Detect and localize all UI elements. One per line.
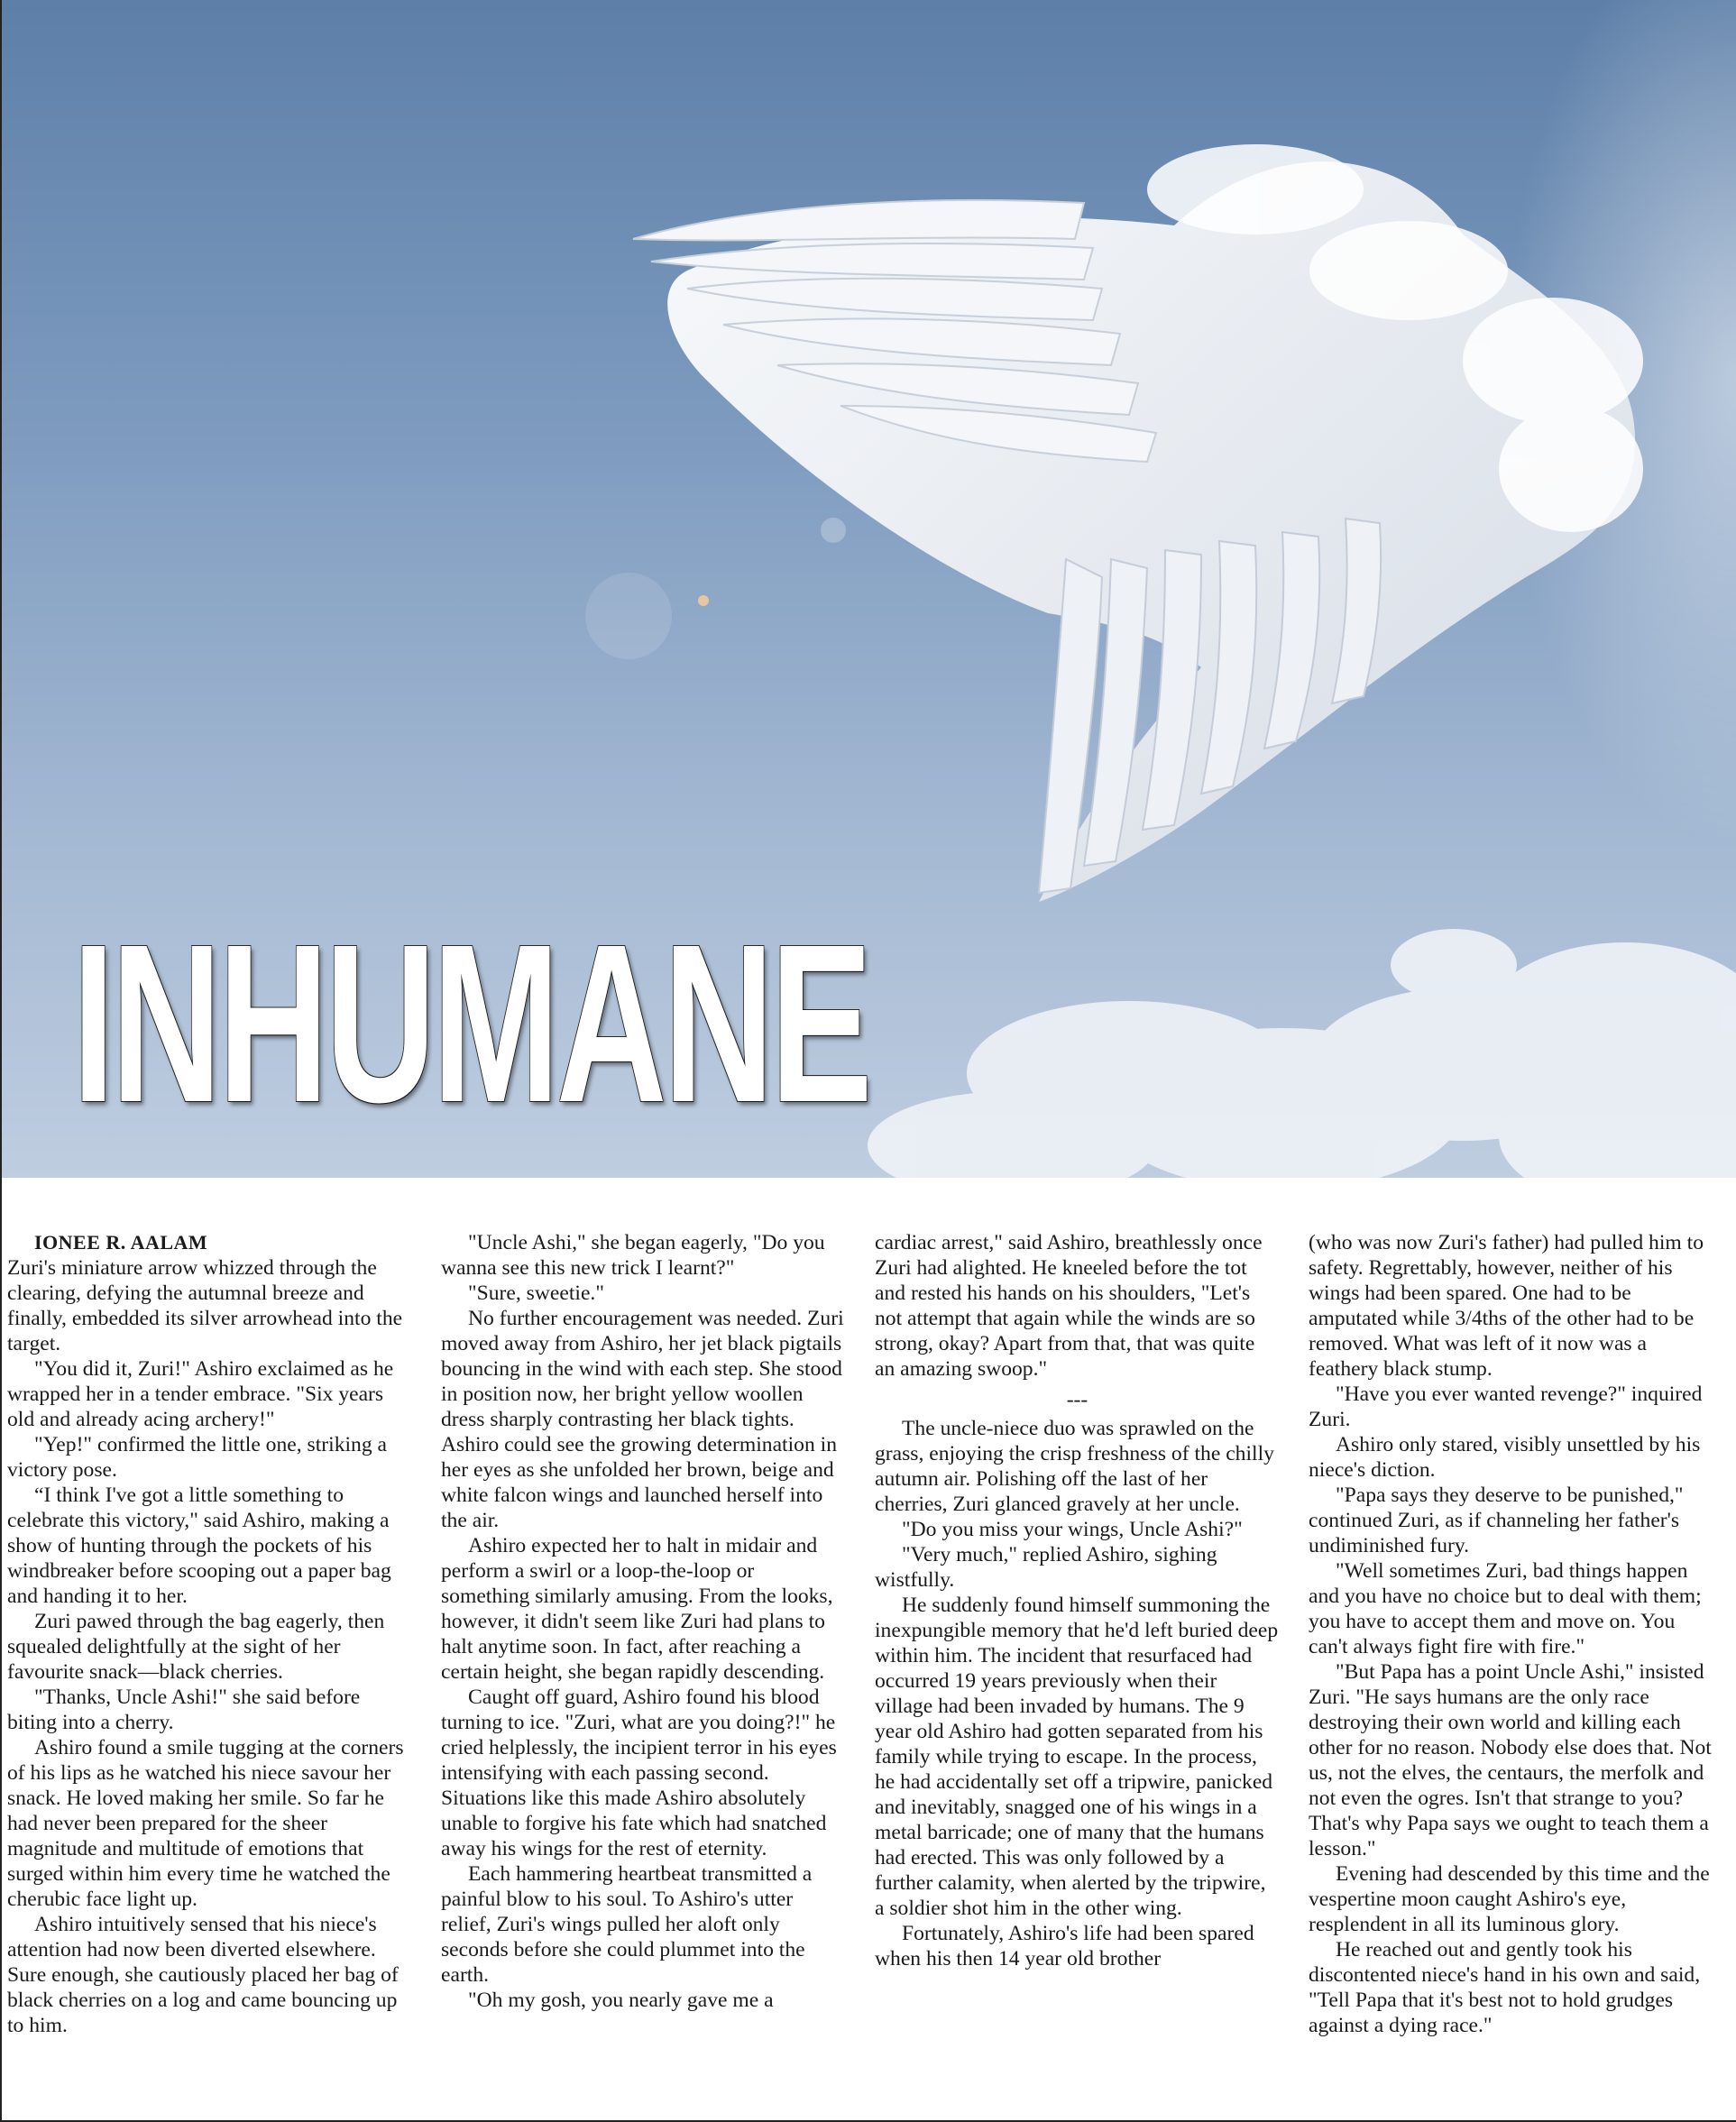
paragraph: "Yep!" confirmed the little one, striking a victory pose. [7,1433,388,1482]
paragraph: "You did it, Zuri!" Ashiro exclaimed as he wrapped her in a tender embrace. "Six years old and already acing archery!" [7,1357,394,1431]
paragraph: "Oh my gosh, you nearly gave me a [468,1989,774,2012]
paragraph: Zuri's miniature arrow whizzed through the clearing, defying the autumnal breeze and finally, embedded its silver arrowhead into the target. [7,1256,403,1355]
paragraph: Ashiro expected her to halt in midair and perform a swirl or a loop-the-loop or something similarly amusing. From the looks, however, it didn't seem like Zuri had plans to halt anytime soon. In fact, after reaching a certain height, she began rapidly descending. [441,1534,833,1684]
section-separator: --- [1066,1388,1088,1411]
paragraph: "Well sometimes Zuri, bad things happen and you have no choice but to deal with them; you have to accept them and move on. You can't always fight fire with fire." [1309,1559,1702,1658]
paragraph: Ashiro only stared, visibly unsettled by his niece's diction. [1309,1433,1701,1482]
column-3 [859,1230,1292,2114]
paragraph: Each hammering heartbeat transmitted a painful blow to his soul. To Ashiro's utter relief, Zuri's wings pulled her aloft only seconds before she could plummet into the earth. [441,1862,813,1987]
paragraph: "But Papa has a point Uncle Ashi," insisted Zuri. "He says humans are the only race destroying their own world and killing each other for no reason. Nobody else does that. Not us, not the elves, the centaurs, the merfolk and not even the ogres. Isn't that strange to you? That's why Papa says we ought to teach them a lesson." [1309,1660,1712,1860]
paragraph: Ashiro found a smile tugging at the corners of his lips as he watched his niece savour her snack. He loved making her smile. So far he had never been prepared for the sheer magnitude and multitude of emotions that surged within him every time he watched the cherubic face light up. [7,1736,404,1911]
paragraph: Zuri pawed through the bag eagerly, then squealed delightfully at the sight of her favourite snack—black cherries. [7,1610,385,1684]
article-title: INHUMANE [72,897,869,1149]
article-body [7,1230,1726,2114]
paragraph: cardiac arrest," said Ashiro, breathlessly once Zuri had alighted. He kneeled before the tot and rested his hands on his shoulders, "Let's not attempt that again while the winds are so strong, okay? Apart from that, that was quite an amazing swoop." [875,1231,1263,1381]
byline: IONEE R. AALAM [34,1231,208,1254]
paragraph: He suddenly found himself summoning the inexpungible memory that he'd left buried deep within him. The incident that resurfaced had occurred 19 years previously when their village had been invaded by humans. The 9 year old Ashiro had gotten separated from his family while trying to escape. In the process, he had accidentally set off a tripwire, panicked and inevitably, snagged one of his wings in a metal barricade; one of many that the humans had erected. This was only followed by a further calamity, when alerted by the tripwire, a soldier shot him in the other wing. [875,1594,1279,1920]
paragraph: "Uncle Ashi," she began eagerly, "Do you wanna see this new trick I learnt?" [441,1231,825,1280]
paragraph: "Papa says they deserve to be punished," continued Zuri, as if channeling her father's undiminished fury. [1309,1484,1684,1557]
paragraph: (who was now Zuri's father) had pulled him to safety. Regrettably, however, neither of his wings had been spared. One had to be amputated while 3/4ths of the other had to be removed. What was left of it now was a feathery black stump. [1309,1231,1704,1381]
paragraph: Fortunately, Ashiro's life had been spared when his then 14 year old brother [875,1922,1254,1970]
paragraph: The uncle-niece duo was sprawled on the grass, enjoying the crisp freshness of the chilly autumn air. Polishing off the last of her cherries, Zuri glanced gravely at her uncle. [875,1417,1274,1516]
paragraph: Ashiro intuitively sensed that his niece's attention had now been diverted elsewhere. Sure enough, she cautiously placed her bag of black cherries on a log and came bouncing up to him. [7,1913,399,2037]
hero-image [2,0,1736,1178]
paragraph: "Sure, sweetie." [468,1281,604,1305]
paragraph: "Do you miss your wings, Uncle Ashi?" [902,1518,1243,1541]
paragraph: "Very much," replied Ashiro, sighing wistfully. [875,1543,1217,1592]
paragraph: "Thanks, Uncle Ashi!" she said before biting into a cherry. [7,1686,361,1734]
paragraph: No further encouragement was needed. Zuri moved away from Ashiro, her jet black pigtails bouncing in the wind with each step. She stood in position now, her bright yellow woollen dress sharply contrasting her black tights. Ashiro could see the growing determination in her eyes as she unfolded her brown, beige and white falcon wings and launched herself into the air. [441,1307,844,1532]
paragraph: Caught off guard, Ashiro found his blood turning to ice. "Zuri, what are you doing?!" he cried helplessly, the incipient terror in his eyes intensifying with each passing second. Situations like this made Ashiro absolutely unable to forgive his fate which had snatched away his wings for the rest of eternity. [441,1686,837,1860]
column-2 [425,1230,859,2114]
paragraph: “I think I've got a little something to celebrate this victory," said Ashiro, making a show of hunting through the pockets of his windbreaker before scooping out a paper bag and handing it to her. [7,1484,391,1608]
paragraph: Evening had descended by this time and the vespertine moon caught Ashiro's eye, resplendent in all its luminous glory. [1309,1862,1710,1936]
paragraph: "Have you ever wanted revenge?" inquired Zuri. [1309,1383,1703,1431]
column-4 [1292,1230,1726,2114]
column-1 [7,1230,425,2114]
paragraph: He reached out and gently took his discontented niece's hand in his own and said, "Tell Papa that it's best not to hold grudges against a dying race." [1309,1938,1701,2037]
